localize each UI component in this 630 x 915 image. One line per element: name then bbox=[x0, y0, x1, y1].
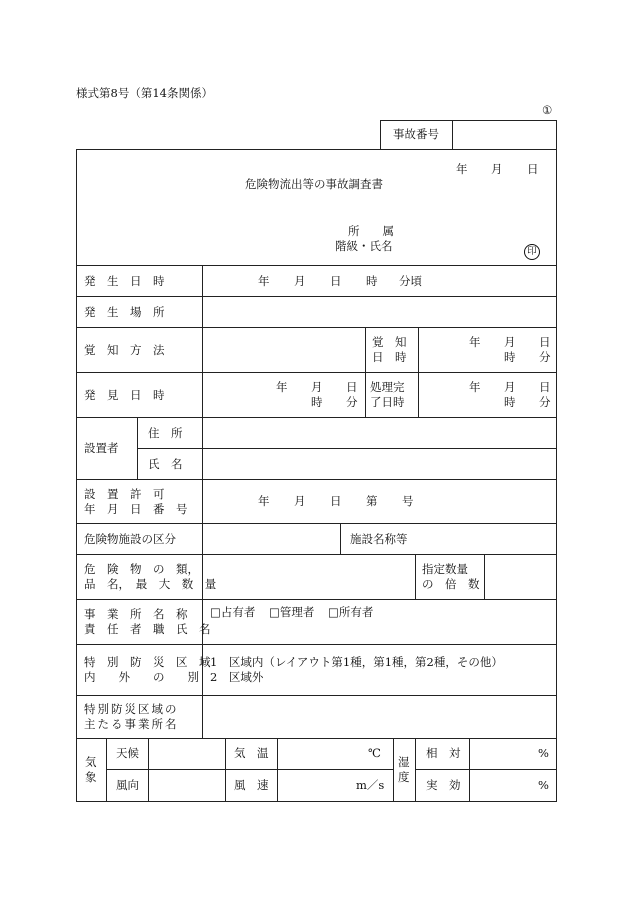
wind-direction-label: 風向 bbox=[116, 778, 139, 792]
facility-name-label: 施設名称等 bbox=[350, 532, 408, 546]
humidity-label-1: 湿 bbox=[398, 755, 410, 769]
wind-speed-unit: m／s bbox=[356, 778, 385, 792]
detection-day-unit: 日 bbox=[539, 335, 551, 349]
occurrence-day-unit: 日 bbox=[330, 274, 342, 288]
effective-humidity-label: 実 効 bbox=[426, 778, 461, 792]
occurrence-minute-unit: 分頃 bbox=[399, 274, 422, 288]
affiliation-label: 所 属 bbox=[348, 224, 394, 238]
hazmat-label-1: 危 険 物 の 類， bbox=[84, 562, 199, 576]
zone-option-outside[interactable]: 2 区域外 bbox=[210, 670, 264, 684]
multiple-label-1: 指定数量 bbox=[422, 562, 468, 576]
occurrence-place-label: 発 生 場 所 bbox=[84, 305, 165, 319]
seal-char: 印 bbox=[524, 244, 540, 260]
permit-year-unit: 年 bbox=[258, 494, 270, 508]
report-date-year: 年 bbox=[456, 162, 468, 176]
humidity-label-2: 度 bbox=[398, 770, 410, 784]
permit-month-unit: 月 bbox=[294, 494, 306, 508]
business-label-2: 責 任 者 職 氏 名 bbox=[84, 622, 211, 636]
discovery-minute-unit: 分 bbox=[346, 395, 358, 409]
disaster-zone-label-1: 特 別 防 災 区 域 bbox=[84, 655, 211, 669]
permit-day-unit: 日 bbox=[330, 494, 342, 508]
completion-day-unit: 日 bbox=[539, 380, 551, 394]
checkbox-occupant[interactable]: □占有者 bbox=[210, 605, 256, 619]
business-label-1: 事 業 所 名 称 bbox=[84, 607, 188, 621]
detection-month-unit: 月 bbox=[504, 335, 516, 349]
report-date-day: 日 bbox=[527, 162, 539, 176]
report-date-month: 月 bbox=[491, 162, 503, 176]
effective-percent-unit: % bbox=[538, 778, 549, 792]
discovery-hour-unit: 時 bbox=[311, 395, 323, 409]
relative-percent-unit: % bbox=[538, 746, 549, 760]
occurrence-year-unit: 年 bbox=[258, 274, 270, 288]
discovery-day-unit: 日 bbox=[346, 380, 358, 394]
relative-humidity-label: 相 対 bbox=[426, 746, 461, 760]
permit-label-1: 設 置 許 可 bbox=[84, 487, 165, 501]
detection-sub-label-1: 覚 知 bbox=[372, 335, 407, 349]
checkbox-owner[interactable]: □所有者 bbox=[328, 605, 374, 619]
permit-number-prefix: 第 bbox=[366, 494, 378, 508]
detection-year-unit: 年 bbox=[469, 335, 481, 349]
completion-hour-unit: 時 bbox=[504, 395, 516, 409]
detection-sub-label-2: 日 時 bbox=[372, 350, 407, 364]
temperature-label: 気 温 bbox=[234, 746, 269, 760]
hazmat-label-2: 品 名， 最 大 数 量 bbox=[84, 577, 217, 591]
permit-number-suffix: 号 bbox=[402, 494, 414, 508]
disaster-zone-label-2: 内 外 の 別 bbox=[84, 670, 199, 684]
multiple-label-2: の 倍 数 bbox=[422, 577, 480, 591]
zone-option-inside[interactable]: 1 区域内（レイアウト第1種，第1種，第2種，その他） bbox=[210, 655, 503, 669]
rank-name-label: 階級・氏名 bbox=[335, 239, 393, 253]
permit-label-2: 年 月 日 番 号 bbox=[84, 502, 188, 516]
discovery-year-unit: 年 bbox=[276, 380, 288, 394]
occurrence-hour-unit: 時 bbox=[366, 274, 378, 288]
installer-name-label: 氏 名 bbox=[148, 457, 183, 471]
weather-label-1: 気 bbox=[85, 755, 97, 769]
sky-label: 天候 bbox=[116, 746, 139, 760]
page-marker: ① bbox=[542, 103, 553, 117]
wind-speed-label: 風 速 bbox=[234, 778, 269, 792]
discovery-month-unit: 月 bbox=[311, 380, 323, 394]
main-office-label-2: 主たる事業所名 bbox=[84, 717, 179, 731]
detection-minute-unit: 分 bbox=[539, 350, 551, 364]
completion-label-1: 処理完 bbox=[370, 380, 405, 394]
temperature-unit: ℃ bbox=[368, 746, 381, 760]
form-id: 様式第8号（第14条関係） bbox=[76, 86, 213, 100]
discovery-datetime-label: 発 見 日 時 bbox=[84, 388, 165, 402]
completion-minute-unit: 分 bbox=[539, 395, 551, 409]
weather-label-2: 象 bbox=[85, 770, 97, 784]
completion-year-unit: 年 bbox=[469, 380, 481, 394]
checkbox-manager[interactable]: □管理者 bbox=[269, 605, 315, 619]
installer-label: 設置者 bbox=[84, 441, 119, 455]
completion-label-2: 了日時 bbox=[370, 395, 405, 409]
completion-month-unit: 月 bbox=[504, 380, 516, 394]
accident-no-label: 事故番号 bbox=[393, 127, 439, 141]
detection-hour-unit: 時 bbox=[504, 350, 516, 364]
facility-class-label: 危険物施設の区分 bbox=[84, 532, 176, 546]
occurrence-datetime-label: 発 生 日 時 bbox=[84, 274, 165, 288]
detection-method-label: 覚 知 方 法 bbox=[84, 343, 165, 357]
document-title: 危険物流出等の事故調査書 bbox=[245, 177, 383, 191]
installer-address-label: 住 所 bbox=[148, 426, 183, 440]
occurrence-month-unit: 月 bbox=[294, 274, 306, 288]
main-office-label-1: 特別防災区域の bbox=[84, 702, 179, 716]
seal-mark bbox=[524, 239, 540, 260]
